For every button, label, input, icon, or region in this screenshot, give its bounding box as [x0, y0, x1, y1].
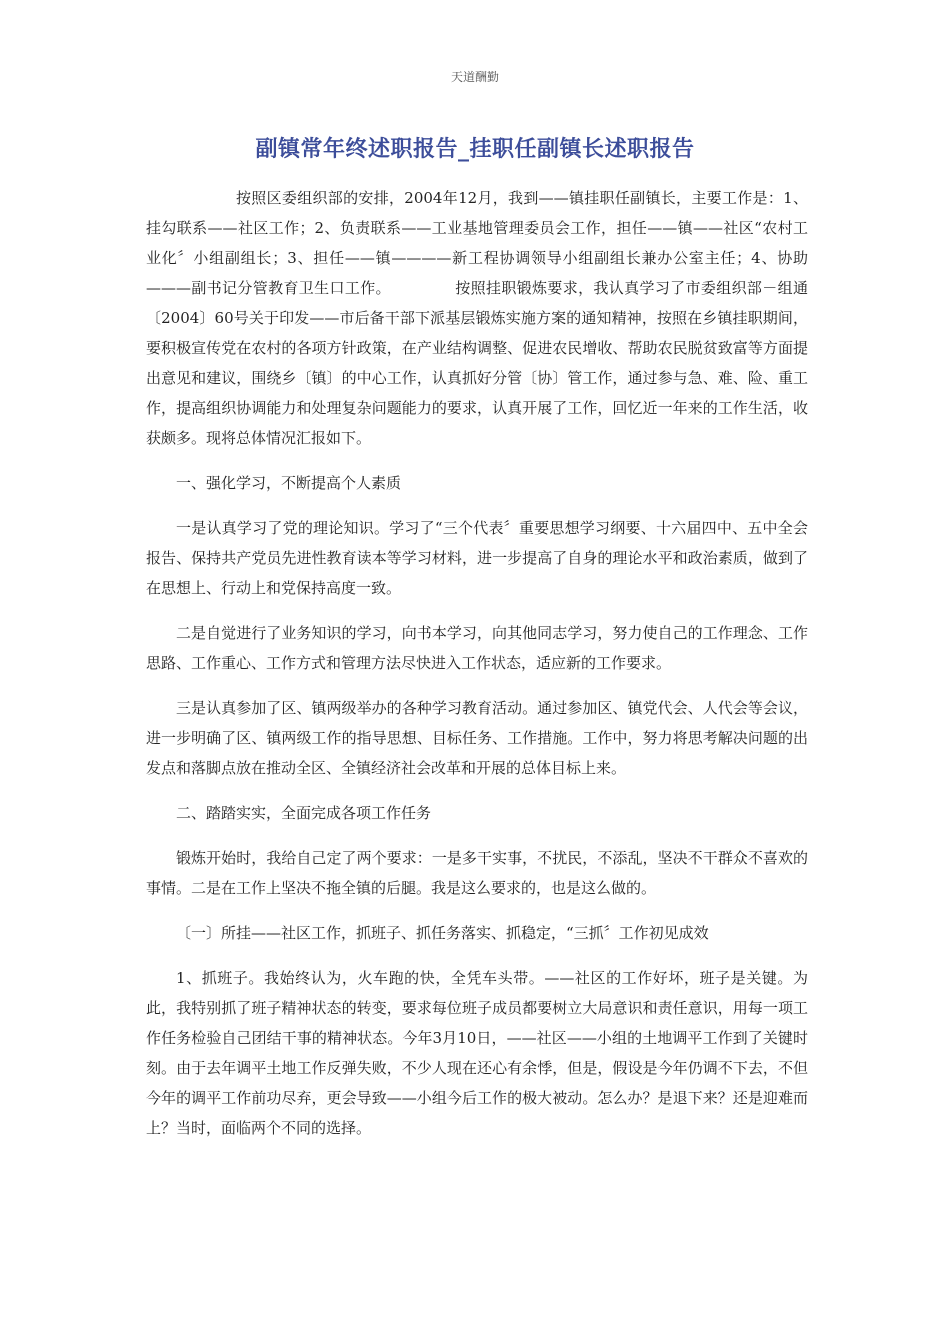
section-heading-1: 一、强化学习，不断提高个人素质: [176, 474, 402, 492]
subsection-heading-1: 〔一〕所挂——社区工作，抓班子、抓任务落实、抓稳定，“三抓〞工作初见成效: [176, 924, 709, 942]
paragraph-requirements: 锻炼开始时，我给自己定了两个要求：一是多干实事，不扰民，不添乱，坚决不干群众不喜欢的事情。二是在工作上坚决不拖全镇的后腿。我是这么要求的，也是这么做的。: [146, 849, 808, 897]
paragraph-study-business: 二是自觉进行了业务知识的学习，向书本学习，向其他同志学习，努力使自己的工作理念、工作思路、工作重心、工作方式和管理方法尽快进入工作状态，适应新的工作要求。: [146, 624, 808, 672]
paragraph-study-theory: 一是认真学习了党的理论知识。学习了“三个代表〞重要思想学习纲要、十六届四中、五中全会报告、保持共产党员先进性教育读本等学习材料，进一步提高了自身的理论水平和政治素质，做到了在思想上、行动上和党保持高度一致。: [146, 519, 808, 597]
paragraph-intro-part2: 按照挂职锻炼要求，我认真学习了市委组织部－组通〔2004〕60号关于印发——市后备干部下派基层锻炼实施方案的通知精神，按照在乡镇挂职期间，要积极宣传党在农村的各项方针政策，在产业结构调整、促进农民增收、帮助农民脱贫致富等方面提出意见和建议，围绕乡〔镇〕的中心工作，认真抓好分管〔协〕管工作，通过参与急、难、险、重工作，提高组织协调能力和处理复杂问题能力的要求，认真开展了工作，回忆近一年来的工作生活，收获颇多。现将总体情况汇报如下。: [146, 279, 808, 447]
paragraph-intro-part1: 按照区委组织部的安排，2004年12月，我到——镇挂职任副镇长，主要工作是：1、挂勾联系——社区工作；2、负责联系——工业基地管理委员会工作，担任——镇——社区“农村工业化〞小组副组长；3、担任——镇————新工程协调领导小组副组长兼办公室主任；4、协助———副书记分管教育卫生口工作。: [146, 189, 808, 297]
page-header: 天道酬勤: [450, 70, 499, 84]
document-body: [146, 183, 808, 1143]
section-heading-2: 二、踏踏实实，全面完成各项工作任务: [176, 804, 432, 822]
paragraph-intro: [146, 183, 808, 453]
paragraph-study-activities: 三是认真参加了区、镇两级举办的各种学习教育活动。通过参加区、镇党代会、人代会等会议，进一步明确了区、镇两级工作的指导思想、目标任务、工作措施。工作中，努力将思考解决问题的出发点和落脚点放在推动全区、全镇经济社会改革和开展的总体目标上来。: [146, 699, 808, 777]
document-title: 副镇常年终述职报告_挂职任副镇长述职报告: [255, 137, 695, 162]
paragraph-team-building: 1、抓班子。我始终认为，火车跑的快，全凭车头带。——社区的工作好坏，班子是关键。为此，我特别抓了班子精神状态的转变，要求每位班子成员都要树立大局意识和责任意识，用每一项工作任务检验自己团结干事的精神状态。今年3月10日，——社区——小组的土地调平工作到了关键时刻。由于去年调平土地工作反弹失败，不少人现在还心有余悸，但是，假设是今年仍调不下去，不但今年的调平工作前功尽弃，更会导致——小组今后工作的极大被动。怎么办？是退下来？还是迎难而上？当时，面临两个不同的选择。: [146, 969, 808, 1137]
